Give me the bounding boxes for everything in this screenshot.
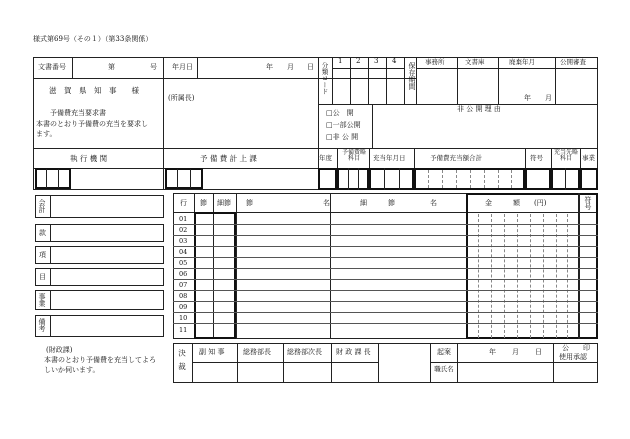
col-row-header: 行 — [180, 199, 187, 207]
executing-agency-label: 執 行 機 関 — [70, 154, 108, 163]
request-body-line2: ます。 — [36, 130, 57, 138]
finance-line1: 本書のとおり予備費を充当してよろ — [44, 356, 156, 364]
row-number: 04 — [179, 248, 188, 256]
finance-line2: しいか伺います。 — [44, 366, 100, 374]
col-amount-header: 金 額 (円) — [485, 199, 547, 207]
appropriation-date-label: 充当年月日 — [373, 154, 406, 162]
classification-code-label: 分類コード — [320, 62, 329, 95]
fiscal-year-cell[interactable] — [318, 168, 337, 190]
row-number: 07 — [179, 281, 188, 289]
col-subsection-header: 細節 — [217, 199, 231, 207]
reserve-total-label: 予備費充当額合計 — [430, 154, 482, 162]
appropriation-date-cells[interactable] — [369, 168, 414, 190]
drafted-month: 月 — [512, 348, 519, 356]
row-number: 03 — [179, 237, 188, 245]
deputy-director-stamp-area[interactable] — [283, 362, 331, 383]
seal-label: 公 印 — [562, 344, 590, 352]
year-label: 年 — [266, 63, 273, 71]
dai-label: 第 — [108, 63, 115, 71]
account-field[interactable] — [35, 195, 164, 218]
project-field[interactable] — [35, 290, 164, 310]
retention-year: 年 — [524, 94, 531, 102]
disclosure-option-public[interactable]: □公 開 — [326, 109, 354, 117]
section-code-column[interactable] — [194, 212, 236, 339]
nondisclosure-reason-label: 非 公 開 理 由 — [457, 105, 501, 113]
col-subsection-name-header: 細 節 名 — [360, 199, 437, 207]
archive-label: 文書庫 — [465, 58, 485, 66]
approval-label: 決裁 — [177, 349, 187, 376]
project-cell[interactable] — [580, 168, 598, 190]
drafted-year: 年 — [489, 348, 496, 356]
finance-chief-stamp-area[interactable] — [331, 362, 378, 383]
remarks-label: 備考 — [38, 318, 46, 332]
row-number: 08 — [179, 292, 188, 300]
retention-period-label: 保存期間 — [408, 62, 416, 90]
code-1: 1 — [338, 57, 343, 65]
ko-label: 項 — [39, 251, 46, 259]
month-label: 月 — [287, 63, 294, 71]
kan-label: 款 — [39, 229, 46, 237]
retention-month: 月 — [545, 94, 552, 102]
request-title: 予備費充当要求書 — [50, 109, 106, 117]
reserve-fund-division-label: 予 備 費 計 上 課 — [200, 154, 257, 163]
agency-code-cells[interactable] — [35, 168, 71, 189]
kan-field[interactable] — [35, 224, 164, 242]
finance-division-label: (財政課) — [46, 346, 73, 354]
row-number: 02 — [179, 226, 188, 234]
disclosure-review-label: 公開審査 — [560, 58, 586, 66]
target-account-label: 充当先略科目 — [553, 149, 578, 162]
drafted-day: 日 — [535, 348, 542, 356]
row-number: 06 — [179, 270, 188, 278]
general-affairs-director-stamp-label: 総務部長 — [243, 348, 271, 356]
department-head-label: (所属長) — [168, 94, 195, 102]
deputy-director-stamp-label: 総務部次長 — [287, 348, 322, 356]
fiscal-year-label: 年度 — [319, 154, 332, 162]
moku-field[interactable] — [35, 268, 164, 286]
col-section-header: 節 — [200, 199, 207, 207]
doc-no-label: 文書番号 — [38, 63, 66, 71]
reserve-account-cells[interactable] — [337, 168, 369, 190]
code-4: 4 — [392, 57, 397, 65]
col-section-name-header: 節 名 — [246, 199, 330, 207]
row-number: 05 — [179, 259, 188, 267]
seal-approval-label: 使用承認 — [559, 353, 587, 361]
disposal-date-label: 廃棄年月 — [509, 58, 535, 66]
row-number: 11 — [179, 326, 188, 334]
form-title: 様式第69号（その１）（第33条関係） — [33, 35, 153, 43]
go-label: 号 — [150, 63, 157, 71]
code-label: 符号 — [530, 154, 543, 162]
governor-addressee: 滋 賀 県 知 事 様 — [49, 86, 139, 95]
drafted-label: 起案 — [437, 348, 451, 356]
code-cell[interactable] — [525, 168, 551, 190]
project-label: 事業 — [582, 154, 595, 162]
project-side-label: 事業 — [38, 293, 46, 307]
date-label: 年月日 — [172, 63, 193, 71]
ko-field[interactable] — [35, 246, 164, 264]
row-number: 10 — [179, 314, 188, 322]
code-3: 3 — [374, 57, 379, 65]
division-code-cells[interactable] — [165, 168, 203, 189]
moku-label: 目 — [39, 273, 46, 281]
vice-governor-stamp-label: 副 知 事 — [199, 348, 225, 356]
disclosure-option-partial[interactable]: □一部公開 — [326, 121, 361, 129]
general-affairs-director-stamp-area[interactable] — [237, 362, 283, 383]
reserve-account-label: 予備費略科目 — [341, 149, 366, 162]
disclosure-option-private[interactable]: □非 公 開 — [326, 133, 359, 141]
position-name-label: 職氏名 — [434, 365, 454, 373]
code-2: 2 — [356, 57, 361, 65]
day-label: 日 — [307, 63, 314, 71]
account-label: 会計 — [38, 199, 46, 213]
row-number: 01 — [179, 215, 188, 223]
col-code-header: 符号 — [584, 196, 592, 210]
remarks-field[interactable] — [35, 315, 164, 337]
office-label: 事務所 — [425, 58, 445, 66]
finance-chief-stamp-label: 財 政 課 長 — [336, 348, 371, 356]
vice-governor-stamp-area[interactable] — [192, 362, 237, 383]
row-number: 09 — [179, 303, 188, 311]
drafter-name-field[interactable] — [457, 362, 553, 383]
request-body-line1: 本書のとおり予備費の充当を要求し — [36, 120, 148, 128]
